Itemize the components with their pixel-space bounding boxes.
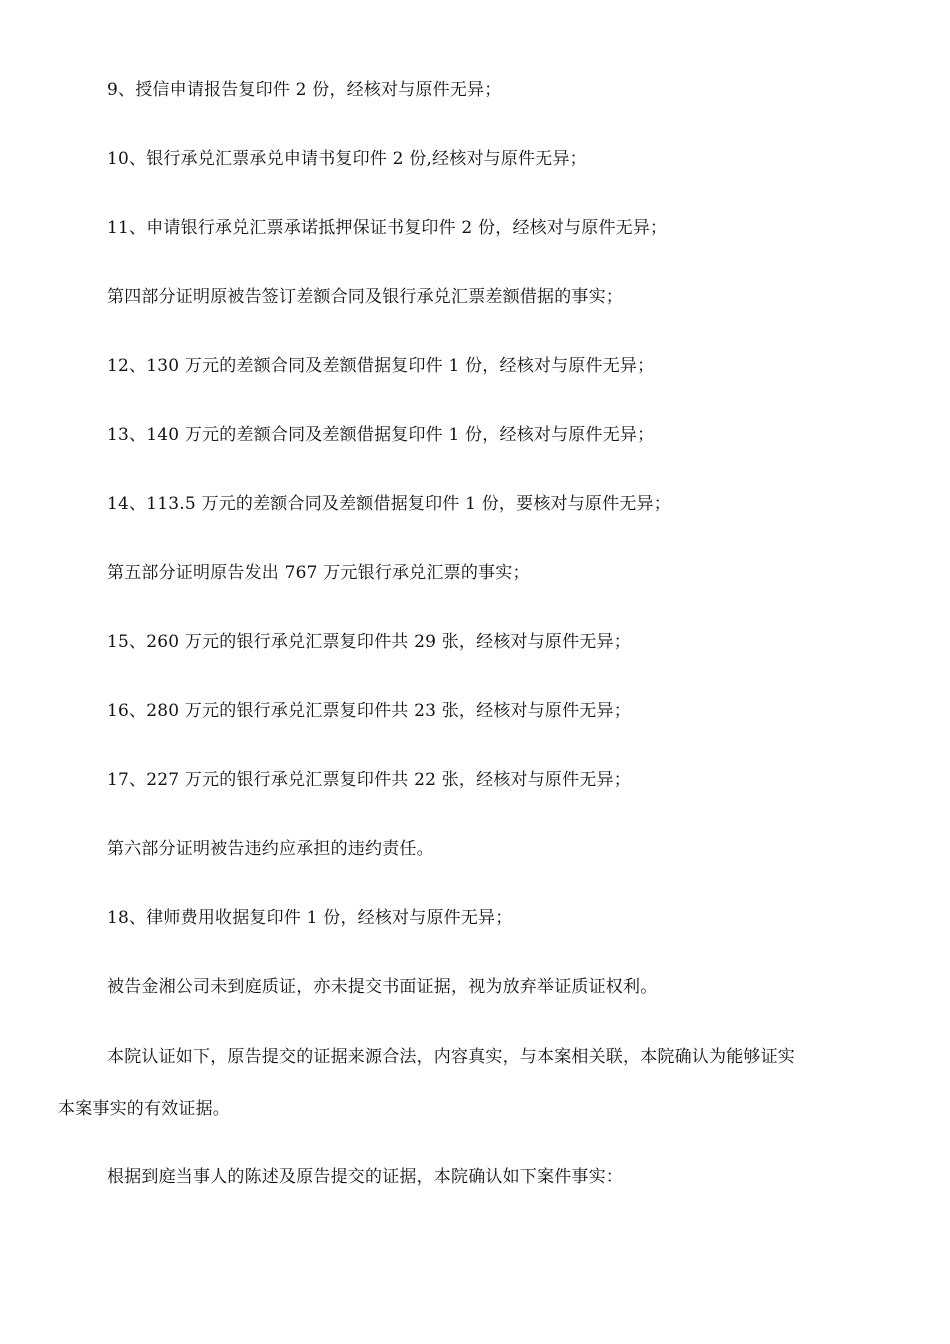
paragraph-defendant-absence: 被告金湘公司未到庭质证，亦未提交书面证据，视为放弃举证质证权利。	[107, 977, 658, 997]
paragraph-item-10: 10、银行承兑汇票承兑申请书复印件 2 份,经核对与原件无异；	[107, 149, 587, 169]
paragraph-item-15: 15、260 万元的银行承兑汇票复印件共 29 张，经核对与原件无异；	[107, 632, 631, 652]
paragraph-item-17: 17、227 万元的银行承兑汇票复印件共 22 张，经核对与原件无异；	[107, 770, 631, 790]
paragraph-court-finding-line2: 本案事实的有效证据。	[58, 1099, 230, 1119]
section-heading-part-5: 第五部分证明原告发出 767 万元银行承兑汇票的事实；	[107, 563, 530, 583]
paragraph-case-facts-intro: 根据到庭当事人的陈述及原告提交的证据，本院确认如下案件事实：	[107, 1167, 623, 1187]
paragraph-court-finding-line1: 本院认证如下，原告提交的证据来源合法，内容真实，与本案相关联，本院确认为能够证实	[107, 1047, 795, 1067]
paragraph-item-13: 13、140 万元的差额合同及差额借据复印件 1 份，经核对与原件无异；	[107, 425, 655, 445]
paragraph-item-9: 9、授信申请报告复印件 2 份，经核对与原件无异；	[107, 80, 502, 100]
paragraph-item-16: 16、280 万元的银行承兑汇票复印件共 23 张，经核对与原件无异；	[107, 701, 631, 721]
paragraph-item-18: 18、律师费用收据复印件 1 份，经核对与原件无异；	[107, 908, 513, 928]
section-heading-part-6: 第六部分证明被告违约应承担的违约责任。	[107, 839, 434, 859]
paragraph-item-14: 14、113.5 万元的差额合同及差额借据复印件 1 份，要核对与原件无异；	[107, 494, 671, 514]
paragraph-item-11: 11、申请银行承兑汇票承诺抵押保证书复印件 2 份，经核对与原件无异；	[107, 218, 668, 238]
paragraph-item-12: 12、130 万元的差额合同及差额借据复印件 1 份，经核对与原件无异；	[107, 356, 655, 376]
section-heading-part-4: 第四部分证明原被告签订差额合同及银行承兑汇票差额借据的事实；	[107, 287, 623, 307]
